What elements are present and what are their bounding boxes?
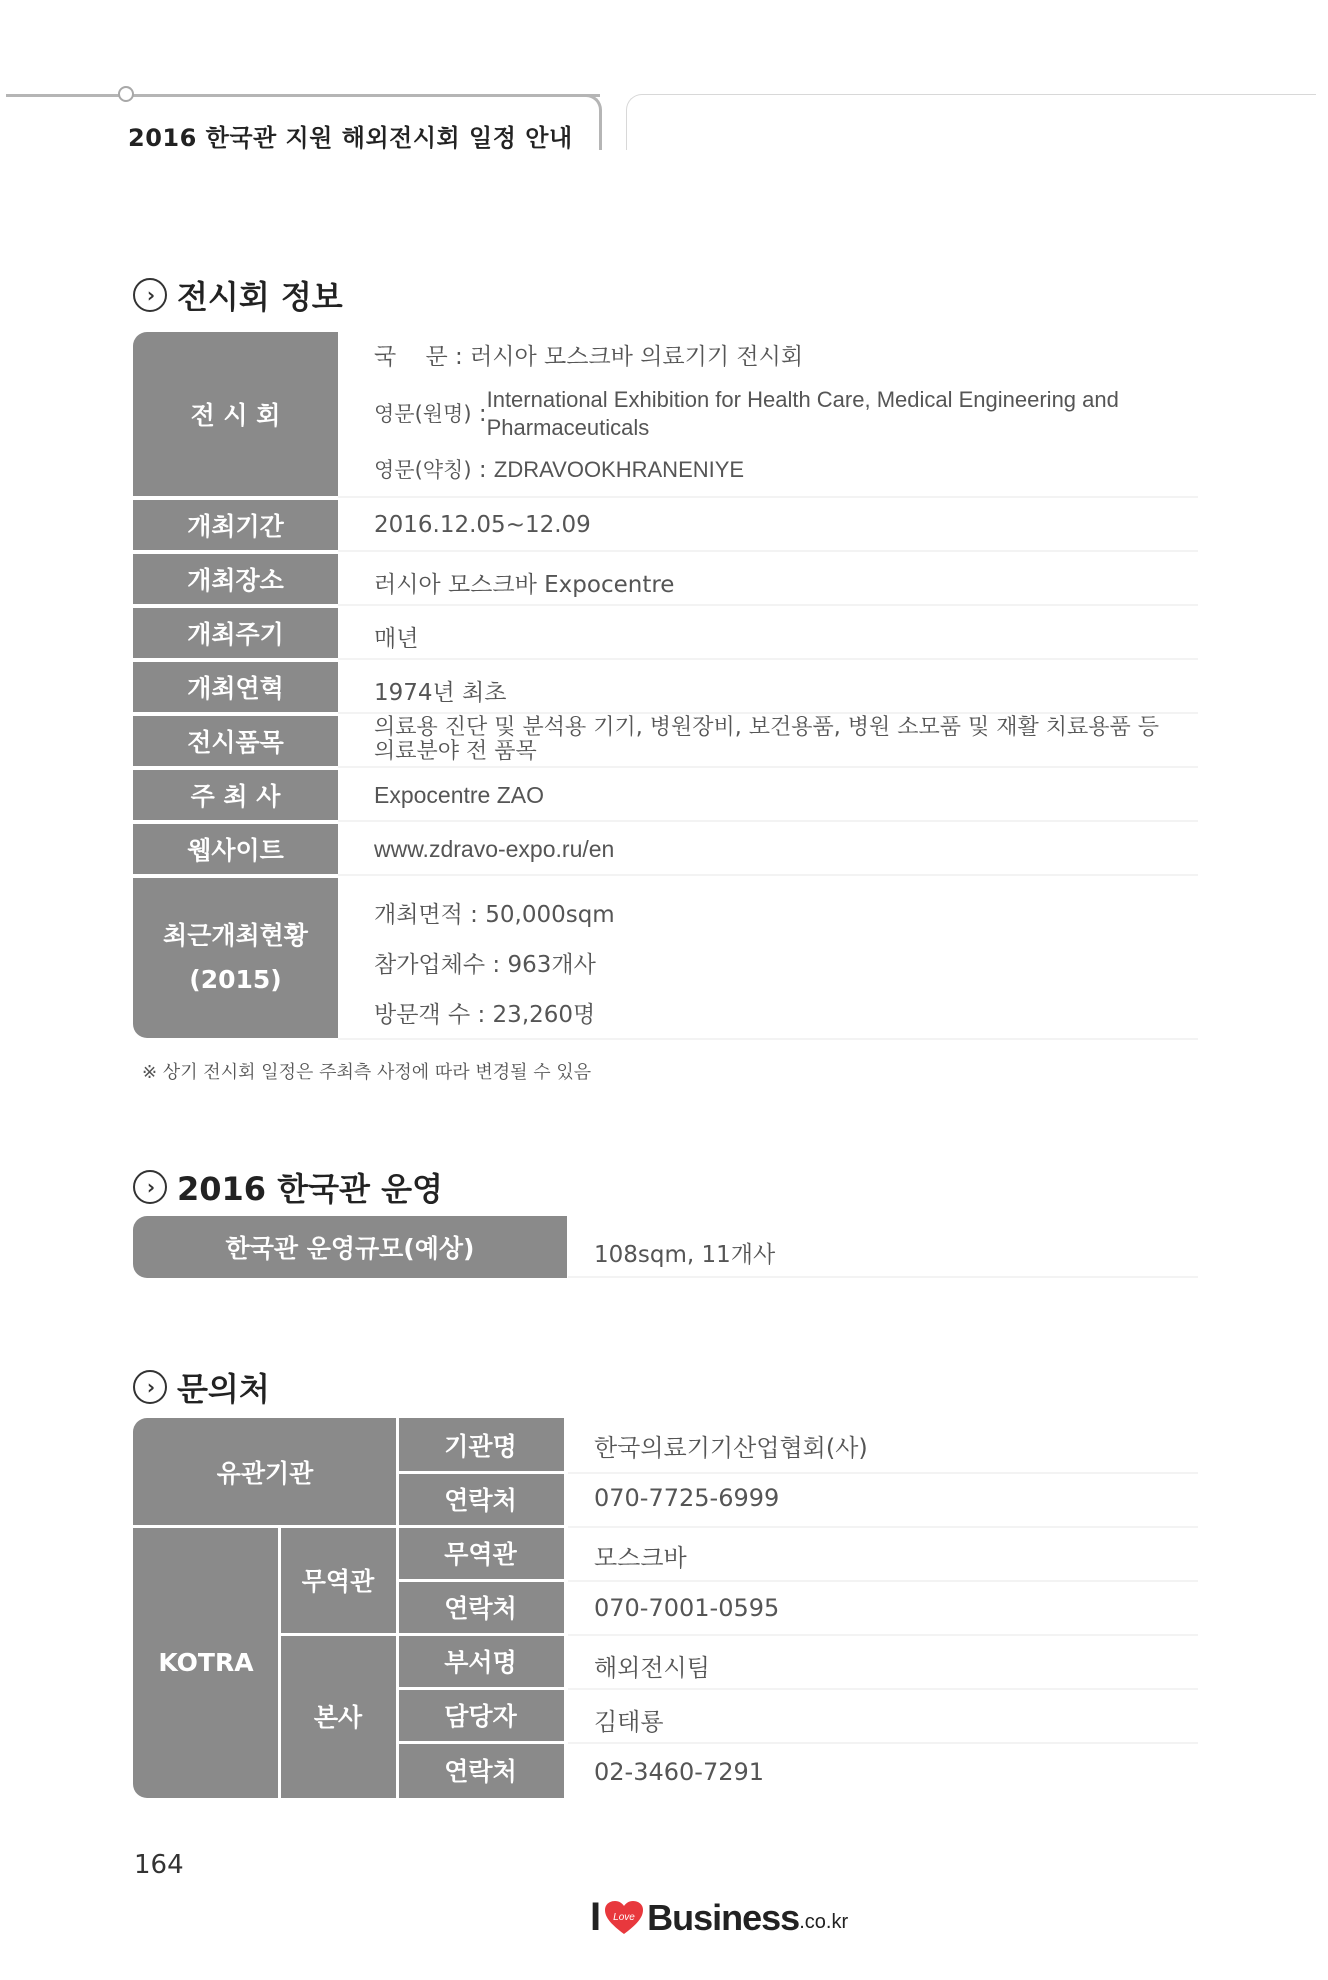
- value-manager: 김태룡: [594, 1708, 664, 1736]
- key-agency-phone: 연락처: [397, 1472, 564, 1526]
- english-full-line1: International Exhibition for Health Care, Medical Engineering and: [486, 387, 1119, 412]
- colon: :: [478, 457, 494, 483]
- header-rule: [6, 94, 600, 97]
- row-divider: [568, 1634, 1198, 1636]
- value-pavilion-scale: 108sqm, 11개사: [594, 1242, 776, 1268]
- label-recent-line2: (2015): [189, 965, 282, 994]
- value-frequency: 매년: [374, 626, 419, 652]
- label-exhibition: 전 시 회: [133, 332, 338, 496]
- value-hq-phone: 02-3460-7291: [594, 1758, 765, 1786]
- ilovebusiness-logo: [590, 1895, 848, 1940]
- section-title: 전시회 정보: [177, 278, 343, 316]
- key-trade-office: 무역관: [397, 1526, 564, 1580]
- value-area: 개최면적 : 50,000sqm: [374, 902, 615, 928]
- grid-line: [279, 1633, 564, 1636]
- row-divider: [338, 658, 1198, 660]
- key-agency-name: 기관명: [397, 1418, 564, 1472]
- logo-letter-i: I: [590, 1895, 602, 1939]
- label-organizer: 주 최 사: [133, 770, 338, 820]
- row-divider: [568, 1580, 1198, 1582]
- row-divider: [338, 1038, 1198, 1040]
- logo-love-text: Love: [613, 1911, 635, 1923]
- value-agency-phone: 070-7725-6999: [594, 1484, 780, 1512]
- row-divider: [338, 874, 1198, 876]
- label-kotra: KOTRA: [133, 1526, 279, 1798]
- label-website: 웹사이트: [133, 824, 338, 874]
- label-history: 개최연혁: [133, 662, 338, 712]
- header-title: 2016 한국관 지원 해외전시회 일정 안내: [128, 124, 573, 152]
- english-full-name-row: [374, 386, 1119, 442]
- value-products: [374, 716, 1159, 764]
- section-title: 2016 한국관 운영: [177, 1170, 443, 1208]
- key-trade-phone: 연락처: [397, 1580, 564, 1634]
- english-abbr-row: [374, 454, 744, 484]
- row-divider: [338, 820, 1198, 822]
- value-visitors: 방문객 수 : 23,260명: [374, 1002, 596, 1028]
- row-divider: [338, 496, 1198, 498]
- english-abbr-key: 영문(약칭): [374, 458, 472, 482]
- english-full-key: 영문(원명): [374, 402, 472, 426]
- value-trade-office: 모스크바: [594, 1544, 687, 1572]
- label-recent-line1: 최근개최현황: [163, 921, 308, 950]
- grid-line: [397, 1687, 564, 1690]
- row-divider: [568, 1688, 1198, 1690]
- value-venue: 러시아 모스크바 Expocentre: [374, 572, 675, 598]
- key-manager: 담당자: [397, 1688, 564, 1742]
- section-heading-korea-pavilion: [133, 1164, 443, 1210]
- grid-line: [397, 1741, 564, 1744]
- row-divider: [338, 766, 1198, 768]
- logo-domain-text: .co.kr: [799, 1911, 849, 1933]
- label-period: 개최기간: [133, 500, 338, 550]
- label-recent-status: [133, 878, 338, 1038]
- row-divider: [568, 1472, 1198, 1474]
- row-divider: [568, 1276, 1198, 1278]
- chevron-right-circle-icon: ›: [133, 1170, 167, 1204]
- logo-business-text: Business: [647, 1896, 800, 1938]
- chevron-right-circle-icon: ›: [133, 1370, 167, 1404]
- grid-line: [133, 1525, 564, 1528]
- colon: :: [455, 344, 471, 370]
- chevron-right-circle-icon: ›: [133, 278, 167, 312]
- header-corner-line-right: [626, 94, 1316, 150]
- header-circle-marker: [118, 86, 134, 102]
- section-heading-exhibition-info: [133, 272, 343, 318]
- value-period: 2016.12.05~12.09: [374, 512, 591, 538]
- row-divider: [338, 604, 1198, 606]
- value-agency-name: 한국의료기기산업협회(사): [594, 1434, 868, 1462]
- label-pavilion-scale: 한국관 운영규모(예상): [133, 1216, 567, 1278]
- korean-name-row: [374, 338, 803, 371]
- row-divider: [568, 1742, 1198, 1744]
- section-title: 문의처: [177, 1370, 270, 1408]
- page-number: 164: [134, 1850, 184, 1880]
- value-history: 1974년 최초: [374, 680, 507, 706]
- value-exhibitors: 참가업체수 : 963개사: [374, 952, 596, 978]
- value-products-line1: 의료용 진단 및 분석용 기기, 병원장비, 보건용품, 병원 소모품 및 재활 치료용품 등: [374, 715, 1159, 740]
- value-department: 해외전시팀: [594, 1654, 710, 1682]
- label-related-agency: 유관기관: [133, 1418, 397, 1526]
- section-heading-contact: [133, 1364, 270, 1410]
- value-trade-phone: 070-7001-0595: [594, 1594, 780, 1622]
- english-abbr-value: ZDRAVOOKHRANENIYE: [493, 457, 745, 482]
- row-divider: [568, 1526, 1198, 1528]
- value-organizer: Expocentre ZAO: [374, 782, 545, 808]
- heart-icon: [604, 1900, 644, 1936]
- label-frequency: 개최주기: [133, 608, 338, 658]
- grid-line: [397, 1471, 564, 1474]
- value-website[interactable]: www.zdravo-expo.ru/en: [374, 836, 615, 862]
- grid-line: [278, 1526, 281, 1798]
- row-divider: [338, 712, 1198, 714]
- row-divider: [338, 550, 1198, 552]
- header-corner-line: [578, 94, 602, 150]
- label-trade-office-group: 무역관: [279, 1526, 397, 1634]
- label-headquarters: 본사: [279, 1634, 397, 1798]
- english-full-line2: Pharmaceuticals: [486, 415, 650, 440]
- label-products: 전시품목: [133, 716, 338, 766]
- grid-line: [397, 1579, 564, 1582]
- key-department: 부서명: [397, 1634, 564, 1688]
- colon: :: [478, 401, 487, 427]
- korean-name-value: 러시아 모스크바 의료기기 전시회: [470, 344, 804, 370]
- value-products-line2: 의료분야 전 품목: [374, 739, 537, 764]
- korean-name-key: 국 문: [374, 344, 448, 370]
- key-hq-phone: 연락처: [397, 1742, 564, 1798]
- label-venue: 개최장소: [133, 554, 338, 604]
- schedule-note: ※ 상기 전시회 일정은 주최측 사정에 따라 변경될 수 있음: [142, 1062, 592, 1083]
